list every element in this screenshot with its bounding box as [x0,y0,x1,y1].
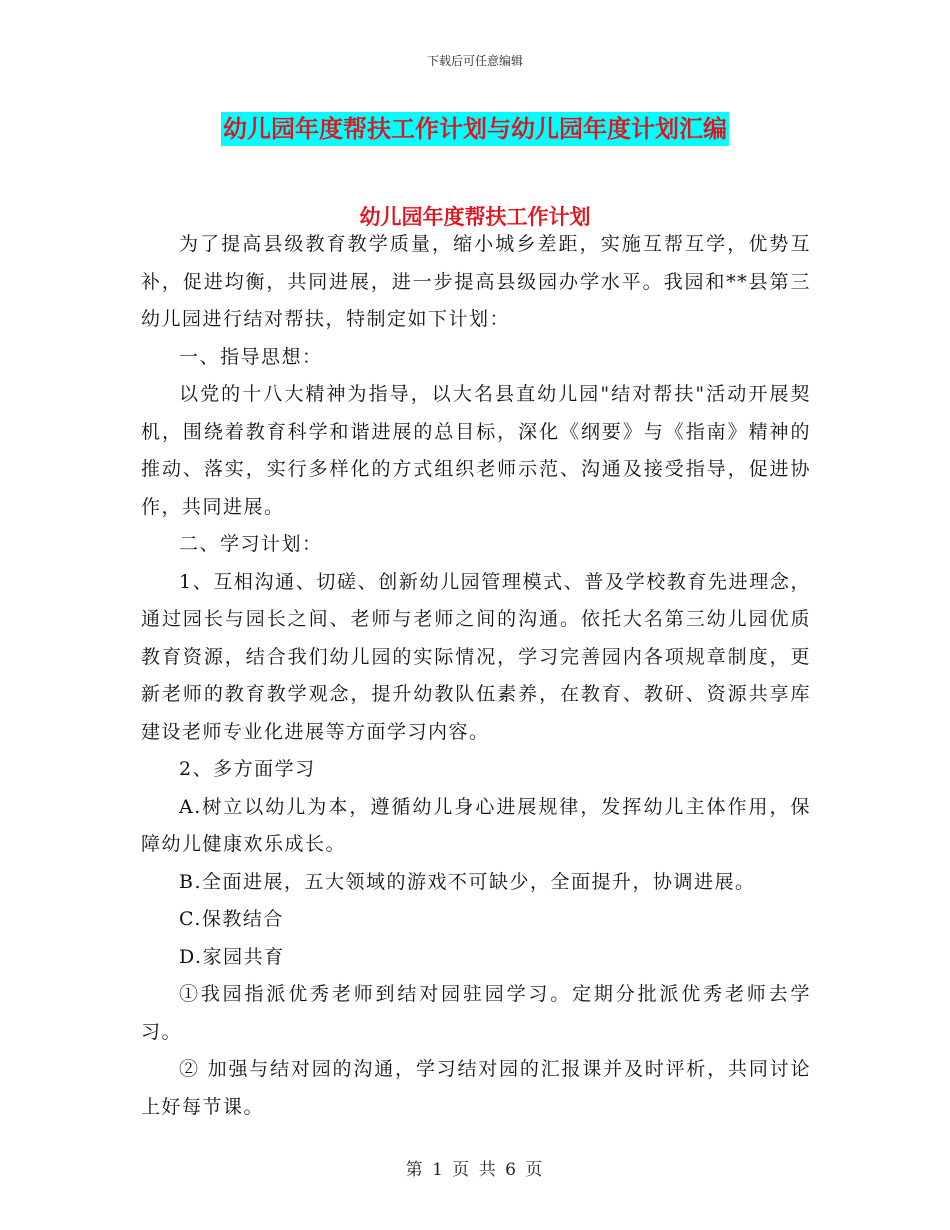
paragraph: 二、学习计划： [179,533,323,555]
paragraph: ①我园指派优秀老师到结对园驻园学习。定期分批派优秀老师去学习。 [141,983,811,1043]
paragraph: 2、多方面学习 [179,758,316,780]
main-title-wrap [0,112,950,146]
main-title: 幼儿园年度帮扶工作计划与幼儿园年度计划汇编 [221,112,729,146]
header-note: 下载后可任意编辑 [426,54,523,68]
paragraph: C.保教结合 [179,908,284,930]
paragraph: 为了提高县级教育教学质量，缩小城乡差距，实施互帮互学，优势互补，促进均衡，共同进展，进一步提高县级园办学水平。我园和**县第三幼儿园进行结对帮扶，特制定如下计划： [141,233,811,330]
paragraph: A.树立以幼儿为本，遵循幼儿身心进展规律，发挥幼儿主体作用，保障幼儿健康欢乐成长。 [141,795,811,855]
paragraph: 1、互相沟通、切磋、创新幼儿园管理模式、普及学校教育先进理念，通过园长与园长之间、老师与老师之间的沟通。依托大名第三幼儿园优质教育资源，结合我们幼儿园的实际情况，学习完善园内各项规章制度，更新老师的教育教学观念，提升幼教队伍素养，在教育、教研、资源共享库建设老师专业化进展等方面学习内容。 [141,570,811,743]
page-number: 第 1 页 共 6 页 [405,1160,545,1180]
paragraph: 以党的十八大精神为指导，以大名县直幼儿园"结对帮扶"活动开展契机，围绕着教育科学和谐进展的总目标，深化《纲要》与《指南》精神的推动、落实，实行多样化的方式组织老师示范、沟通及接受指导，促进协作，共同进展。 [141,383,811,518]
paragraph: ② 加强与结对园的沟通，学习结对园的汇报课并及时评析，共同讨论上好每节课。 [141,1058,811,1118]
section-title: 幼儿园年度帮扶工作计划 [359,205,591,229]
paragraph: B.全面进展，五大领域的游戏不可缺少，全面提升，协调进展。 [179,870,756,893]
document-body [141,226,811,1126]
paragraph: 一、指导思想： [179,345,323,368]
paragraph: D.家园共育 [179,945,285,968]
